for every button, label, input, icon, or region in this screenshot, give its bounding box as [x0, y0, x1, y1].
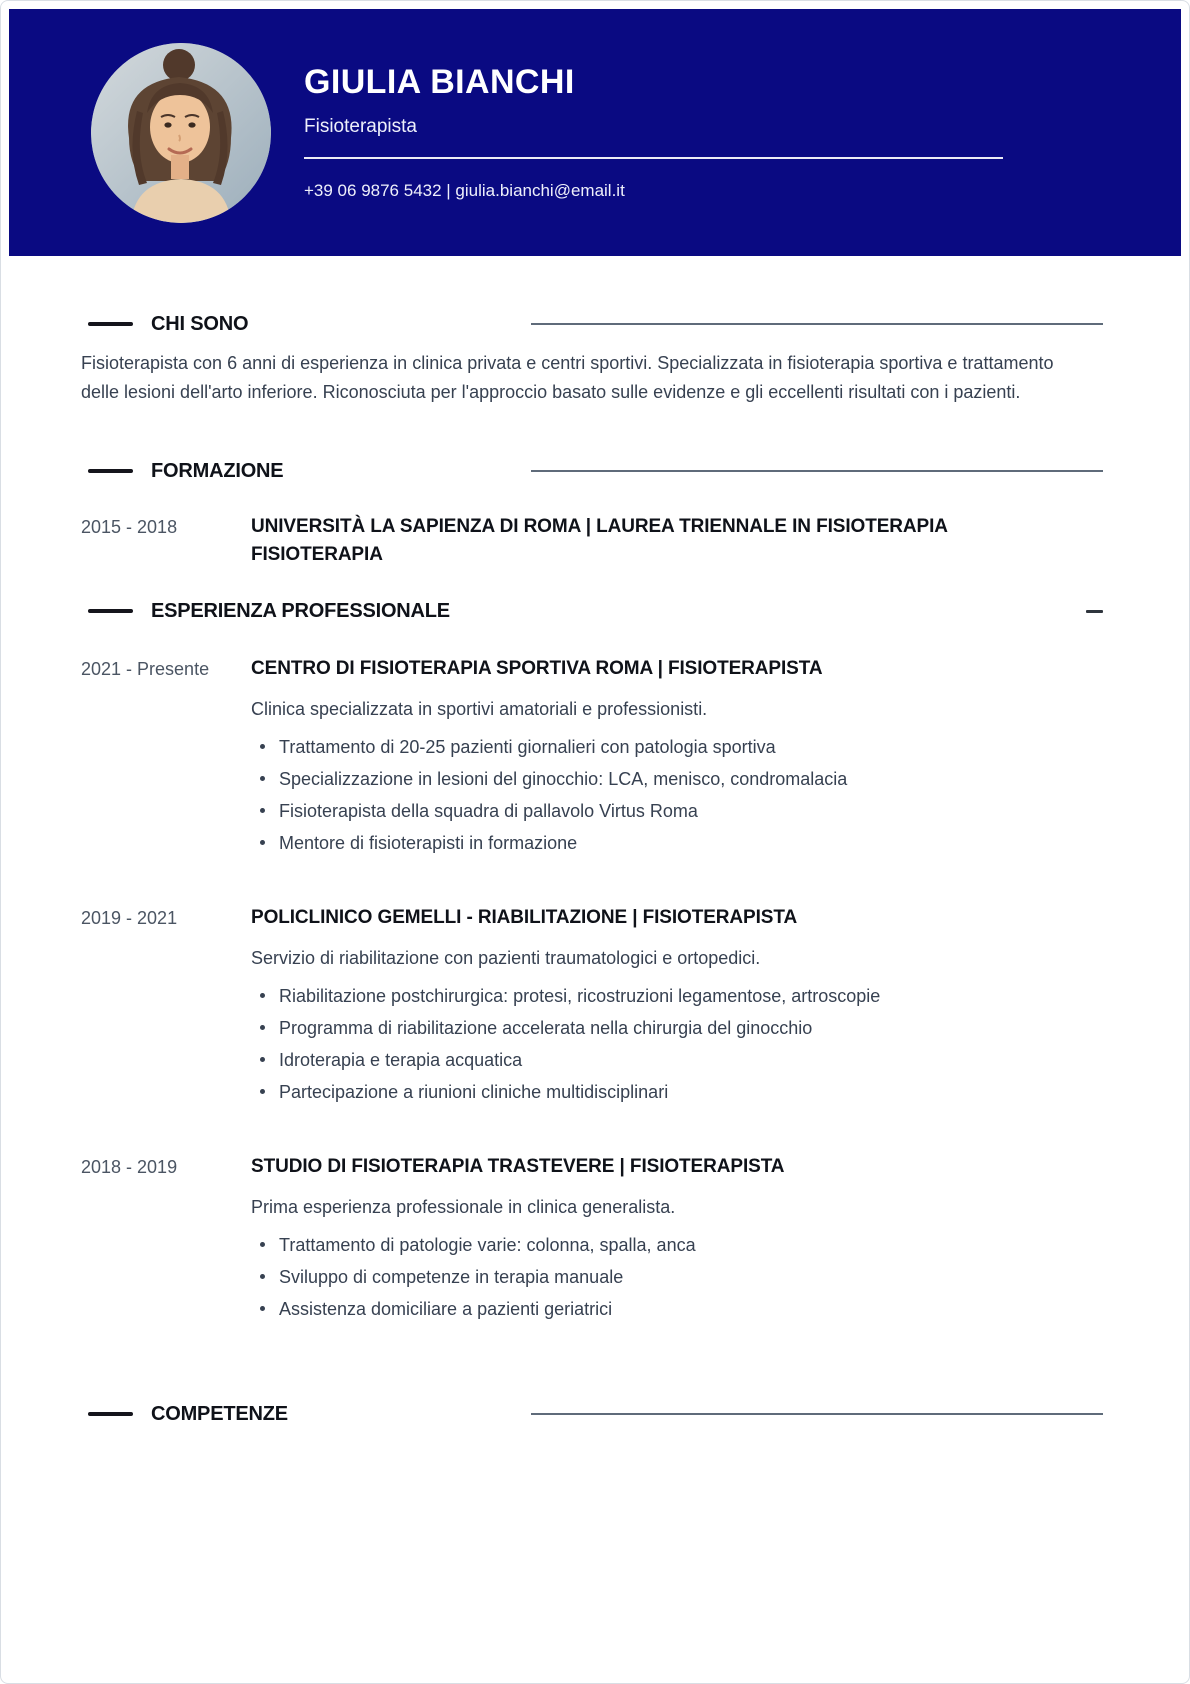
bullet-item: [251, 1298, 951, 1321]
education-dates: 2015 - 2018: [81, 517, 178, 537]
bullet-text: Idroterapia e terapia acquatica: [279, 1050, 523, 1070]
section-rule: [531, 1413, 1103, 1415]
section-experience-header: [81, 599, 1103, 623]
section-dash-icon: [88, 609, 133, 613]
experience-description: Servizio di riabilitazione con pazienti traumatologici e ortopedici.: [251, 948, 761, 968]
minus-icon[interactable]: [1086, 610, 1103, 613]
bullet-dot-icon: [260, 1274, 265, 1279]
section-education-title: FORMAZIONE: [151, 460, 284, 482]
bullet-dot-icon: [260, 744, 265, 749]
section-education: [81, 459, 1103, 569]
education-degree-title: UNIVERSITÀ LA SAPIENZA DI ROMA | LAUREA TRIENNALE IN FISIOTERAPIA: [251, 516, 948, 537]
bullet-text: Specializzazione in lesioni del ginocchio: LCA, menisco, condromalacia: [279, 769, 848, 789]
header-text-block: [304, 64, 1181, 200]
section-experience: [81, 599, 1103, 1330]
experience-bullet-list: [251, 736, 951, 855]
bullet-text: Programma di riabilitazione accelerata nella chirurgia del ginocchio: [279, 1018, 813, 1038]
bullet-dot-icon: [260, 1306, 265, 1311]
education-entry: [81, 513, 1103, 569]
section-about: [81, 312, 1103, 407]
bullet-text: Sviluppo di competenze in terapia manuale: [279, 1267, 624, 1287]
contact-info: +39 06 9876 5432 | giulia.bianchi@email.it: [304, 180, 625, 200]
header: [9, 9, 1181, 256]
bullet-item: [251, 1266, 951, 1289]
experience-dates: 2021 - Presente: [81, 659, 210, 679]
bullet-dot-icon: [260, 840, 265, 845]
experience-description: Prima esperienza professionale in clinica generalista.: [251, 1197, 676, 1217]
bullet-text: Fisioterapista della squadra di pallavolo Virtus Roma: [279, 801, 698, 821]
bullet-text: Trattamento di patologie varie: colonna, spalla, anca: [279, 1235, 696, 1255]
education-field: FISIOTERAPIA: [251, 544, 383, 565]
about-paragraph: Fisioterapista con 6 anni di esperienza in clinica privata e centri sportivi. Specializzata in fisioterapia sportiva e trattamento delle lesioni dell'arto inferiore. Riconosciuta per l'approccio basato sulle evidenze e gli eccellenti risultati con i pazienti.: [81, 353, 1054, 402]
experience-entry: [81, 655, 1103, 864]
section-dash-icon: [88, 469, 133, 473]
bullet-dot-icon: [260, 1089, 265, 1094]
bullet-dot-icon: [260, 1242, 265, 1247]
experience-dates: 2019 - 2021: [81, 908, 178, 928]
bullet-item: [251, 1234, 951, 1257]
section-rule: [531, 470, 1103, 472]
section-skills: [81, 1402, 1103, 1426]
section-about-header: [81, 312, 1103, 336]
experience-title: POLICLINICO GEMELLI - RIABILITAZIONE | FISIOTERAPISTA: [251, 907, 798, 928]
header-divider: [304, 157, 1003, 159]
person-job-title: Fisioterapista: [304, 115, 417, 137]
experience-entry: [81, 904, 1103, 1113]
experience-title: CENTRO DI FISIOTERAPIA SPORTIVA ROMA | FISIOTERAPISTA: [251, 658, 823, 679]
section-skills-header: [81, 1402, 1103, 1426]
bullet-item: [251, 832, 951, 855]
bullet-text: Partecipazione a riunioni cliniche multidisciplinari: [279, 1082, 669, 1102]
section-about-title: CHI SONO: [151, 313, 249, 335]
experience-bullet-list: [251, 1234, 951, 1321]
bullet-item: [251, 1049, 951, 1072]
experience-bullet-list: [251, 985, 951, 1104]
bullet-item: [251, 1081, 951, 1104]
section-skills-title: COMPETENZE: [151, 1403, 288, 1425]
bullet-item: [251, 985, 951, 1008]
bullet-dot-icon: [260, 1025, 265, 1030]
resume-body: [1, 256, 1189, 1426]
bullet-text: Riabilitazione postchirurgica: protesi, ricostruzioni legamentose, artroscopie: [279, 986, 881, 1006]
person-name: GIULIA BIANCHI: [304, 63, 575, 102]
experience-entry: [81, 1153, 1103, 1330]
bullet-dot-icon: [260, 776, 265, 781]
bullet-item: [251, 800, 951, 823]
avatar-illustration: [91, 43, 271, 223]
bullet-item: [251, 736, 951, 759]
bullet-dot-icon: [260, 993, 265, 998]
section-experience-title: ESPERIENZA PROFESSIONALE: [151, 600, 450, 622]
bullet-text: Assistenza domiciliare a pazienti geriatrici: [279, 1299, 613, 1319]
experience-dates: 2018 - 2019: [81, 1157, 178, 1177]
experience-title: STUDIO DI FISIOTERAPIA TRASTEVERE | FISIOTERAPISTA: [251, 1156, 785, 1177]
bullet-item: [251, 768, 951, 791]
bullet-dot-icon: [260, 808, 265, 813]
bullet-item: [251, 1017, 951, 1040]
bullet-dot-icon: [260, 1057, 265, 1062]
bullet-text: Trattamento di 20-25 pazienti giornalieri con patologia sportiva: [279, 737, 776, 757]
experience-description: Clinica specializzata in sportivi amatoriali e professionisti.: [251, 699, 708, 719]
bullet-text: Mentore di fisioterapisti in formazione: [279, 833, 578, 853]
section-education-header: [81, 459, 1103, 483]
section-dash-icon: [88, 1412, 133, 1416]
section-rule: [531, 323, 1103, 325]
section-dash-icon: [88, 322, 133, 326]
profile-photo: [91, 43, 271, 223]
